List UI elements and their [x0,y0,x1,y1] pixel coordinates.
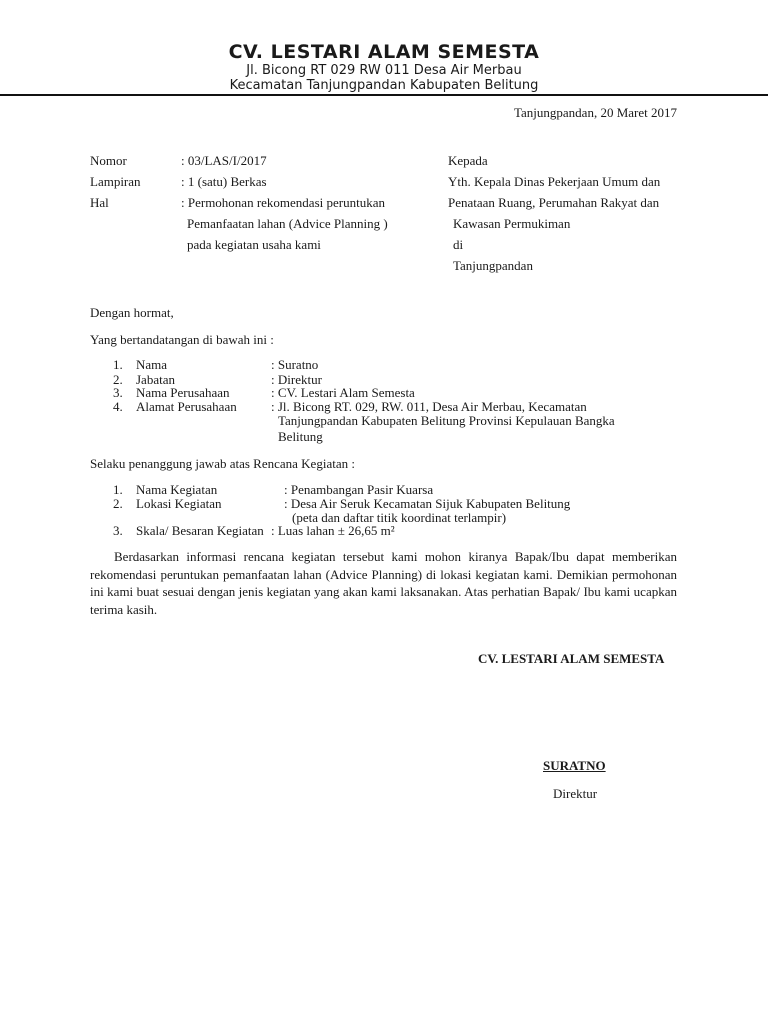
recipient-line2: Penataan Ruang, Perumahan Rakyat dan [448,195,660,210]
list-item-value: : Luas lahan ± 26,65 m² [271,523,395,538]
hal-label: Hal [90,195,109,210]
hal-line3: pada kegiatan usaha kami [187,237,321,252]
list-item-number: 1. [113,482,123,497]
list-item-label: Nama Perusahaan [136,385,230,400]
list-item-value-continuation: (peta dan daftar titik koordinat terlampir) [292,510,507,525]
list-item-label: Alamat Perusahaan [136,399,237,414]
hal-line2: Pemanfaatan lahan (Advice Planning ) [187,216,388,231]
letterhead-address-line1: Jl. Bicong RT 029 RW 011 Desa Air Merbau [246,63,522,78]
nomor-value: : 03/LAS/I/2017 [181,153,267,168]
greeting: Dengan hormat, [90,305,174,320]
intro-text: Yang bertandatangan di bawah ini : [90,332,274,347]
body-paragraph: Berdasarkan informasi rencana kegiatan tersebut kami mohon kiranya Bapak/Ibu dapat memberikan rekomendasi peruntukan pemanfaatan lahan (Advice Planning) di lokasi kegiatan kami. Demikian permohonan ini kami buat sesuai dengan jenis kegiatan yang akan kami laksanakan. Atas perhatian Bapak/ Ibu kami ucapkan terima kasih. [90,549,677,617]
list-item-label: Nama Kegiatan [136,482,218,497]
letterhead-company: CV. LESTARI ALAM SEMESTA [228,41,540,63]
closing-company: CV. LESTARI ALAM SEMESTA [478,651,665,666]
nomor-label: Nomor [90,153,127,168]
lampiran-label: Lampiran [90,174,141,189]
letterhead-address-line2: Kecamatan Tanjungpandan Kabupaten Belitung [229,78,539,93]
lampiran-value: : 1 (satu) Berkas [181,174,267,189]
list-item-value: : CV. Lestari Alam Semesta [271,385,415,400]
letterhead-divider [0,94,768,96]
list-item-value: : Suratno [271,357,319,372]
place-date: Tanjungpandan, 20 Maret 2017 [514,105,677,120]
list-item-number: 3. [113,385,123,400]
list-item-value: : Jl. Bicong RT. 029, RW. 011, Desa Air Merbau, Kecamatan [271,399,587,414]
recipient-kepada: Kepada [448,153,488,168]
list-item-label: Jabatan [136,372,175,387]
list-item-label: Skala/ Besaran Kegiatan [136,523,264,538]
signer-title: Direktur [553,786,598,801]
hal-line1: : Permohonan rekomendasi peruntukan [181,195,385,210]
recipient-line4: di [453,237,464,252]
list-item-label: Nama [136,357,168,372]
list-item-value: : Penambangan Pasir Kuarsa [284,482,434,497]
list-item-number: 1. [113,357,123,372]
list-item-value-continuation: Tanjungpandan Kabupaten Belitung Provinsi Kepulauan Bangka [278,413,615,428]
list-item-value: : Desa Air Seruk Kecamatan Sijuk Kabupaten Belitung [284,496,571,511]
list-item-value-continuation: Belitung [278,429,323,444]
responsibility-intro: Selaku penanggung jawab atas Rencana Kegiatan : [90,456,355,471]
list-item-value: : Direktur [271,372,322,387]
list-item-number: 3. [113,523,123,538]
list-item-number: 4. [113,399,123,414]
list-item-number: 2. [113,496,123,511]
recipient-line1: Yth. Kepala Dinas Pekerjaan Umum dan [448,174,661,189]
recipient-line5: Tanjungpandan [453,258,533,273]
recipient-line3: Kawasan Permukiman [453,216,571,231]
signer-name: SURATNO [543,758,606,773]
list-item-number: 2. [113,372,123,387]
list-item-label: Lokasi Kegiatan [136,496,222,511]
